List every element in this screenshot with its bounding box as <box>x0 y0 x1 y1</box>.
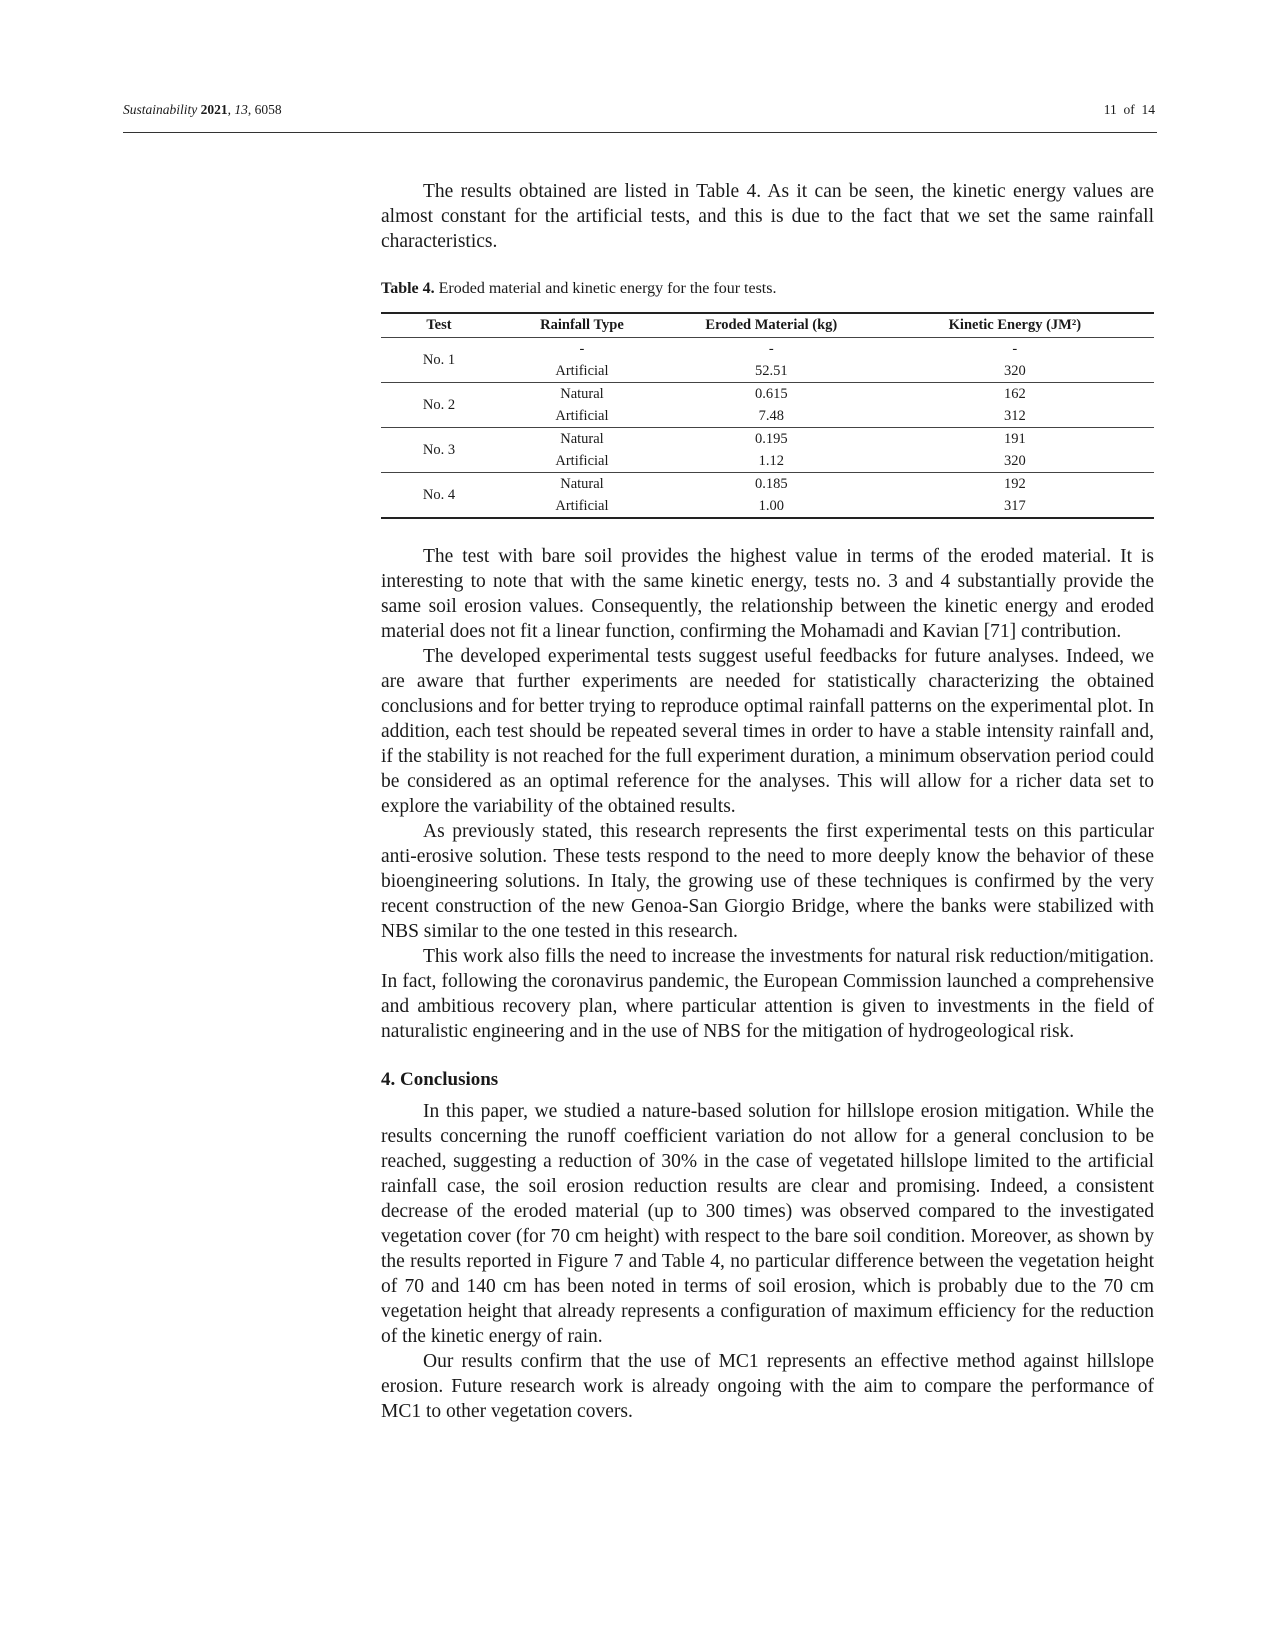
kinetic-energy-cell: 317 <box>876 495 1154 518</box>
table-row <box>381 473 1154 496</box>
table-row <box>381 338 1154 361</box>
eroded-material-cell: 0.195 <box>755 430 788 447</box>
table-caption <box>381 279 1154 299</box>
rainfall-type-cell: - <box>579 340 585 357</box>
column-header-test: Test <box>381 313 497 338</box>
table-row <box>381 450 1154 473</box>
conclusions-paragraph: In this paper, we studied a nature-based solution for hillslope erosion mitigation. While the results concerning the runoff coefficient variation do not allow for a general conclusion to be reached, suggesting a reduction of 30% in the case of vegetated hillslope limited to the artificial rainfall case, the soil erosion reduction results are clear and promising. Indeed, a consistent decrease of the eroded material (up to 300 times) was observed compared to the investigated vegetation cover (for 70 cm height) with respect to the bare soil condition. Moreover, as shown by the results reported in Figure 7 and Table 4, no particular difference between the vegetation height of 70 and 140 cm has been noted in terms of soil erosion, which is probably due to the 70 cm vegetation height that already represents a configuration of maximum efficiency for the reduction of the kinetic energy of rain. <box>381 1101 1154 1347</box>
kinetic-energy-cell: 320 <box>876 360 1154 383</box>
section-heading: 4. Conclusions <box>381 1069 499 1090</box>
eroded-material-cell: 1.12 <box>667 450 876 473</box>
discussion-paragraph: The developed experimental tests suggest useful feedbacks for future analyses. Indeed, we are aware that further experiments are needed for statistically characterizing the obtained conclusions and for better trying to reproduce optimal rainfall patterns on the experimental plot. In addition, each test should be repeated several times in order to have a stable intensity rainfall and, if the stability is not reached for the full experiment duration, a minimum observation period could be considered as an optimal reference for the analyses. This will allow for a richer data set to explore the variability of the obtained results. <box>381 646 1154 817</box>
column-header-kinetic-energy: Kinetic Energy (JM²) <box>876 313 1154 338</box>
total-pages: 14 <box>1141 102 1155 117</box>
table-row <box>381 405 1154 428</box>
rainfall-type-cell: Natural <box>560 475 604 492</box>
rainfall-type-cell: Artificial <box>497 360 667 383</box>
discussion-paragraph: As previously stated, this research represents the first experimental tests on this particular anti-erosive solution. These tests respond to the need to more deeply know the behavior of these bioengineering solutions. In Italy, the growing use of these techniques is confirmed by the very recent construction of the new Genoa-San Giorgio Bridge, where the banks were stabilized with NBS similar to the one tested in this research. <box>381 821 1154 942</box>
eroded-material-cell: 1.00 <box>667 495 876 518</box>
rainfall-type-cell: Natural <box>560 385 604 402</box>
kinetic-energy-cell: 192 <box>1003 475 1026 492</box>
journal-year: 2021 <box>200 102 228 117</box>
rainfall-type-cell: Artificial <box>497 495 667 518</box>
table-row <box>381 428 1154 451</box>
table-caption-text: Eroded material and kinetic energy for the four tests. <box>438 280 777 297</box>
rainfall-type-cell: Natural <box>560 430 604 447</box>
current-page: 11 <box>1103 102 1117 117</box>
discussion-paragraph: The test with bare soil provides the highest value in terms of the eroded material. It is interesting to note that with the same kinetic energy, tests no. 3 and 4 substantially provide the same soil erosion values. Consequently, the relationship between the kinetic energy and eroded material does not fit a linear function, confirming the Mohamadi and Kavian [71] contribution. <box>381 546 1154 642</box>
eroded-material-cell: - <box>768 340 774 357</box>
eroded-material-cell: 52.51 <box>667 360 876 383</box>
test-cell: No. 4 <box>381 473 497 519</box>
table-row <box>381 495 1154 518</box>
page-header <box>123 99 1157 133</box>
article-number: 6058 <box>254 102 282 117</box>
discussion-paragraph: This work also fills the need to increase the investments for natural risk reduction/mitigation. In fact, following the coronavirus pandemic, the European Commission launched a comprehensive and ambitious recovery plan, where particular attention is given to investments in the field of naturalistic engineering and in the use of NBS for the mitigation of hydrogeological risk. <box>381 946 1154 1042</box>
test-cell: No. 1 <box>381 338 497 383</box>
journal-volume: 13 <box>234 102 248 117</box>
test-cell: No. 3 <box>381 428 497 473</box>
results-table <box>381 312 1154 519</box>
journal-citation: Sustainability 2021, 13, 6058 <box>123 102 282 117</box>
eroded-material-cell: 0.185 <box>755 475 788 492</box>
page-number <box>1104 102 1155 118</box>
eroded-material-cell: 7.48 <box>667 405 876 428</box>
column-header-eroded-material: Eroded Material (kg) <box>667 313 876 338</box>
table-label: Table 4. <box>381 280 435 297</box>
kinetic-energy-cell: 312 <box>876 405 1154 428</box>
kinetic-energy-cell: 162 <box>1003 385 1026 402</box>
rainfall-type-cell: Artificial <box>497 450 667 473</box>
column-header-rainfall-type: Rainfall Type <box>497 313 667 338</box>
kinetic-energy-cell: 191 <box>1003 430 1026 447</box>
table-header-row <box>381 313 1154 338</box>
main-content <box>381 179 1154 1424</box>
table-row <box>381 360 1154 383</box>
table-row <box>381 383 1154 406</box>
kinetic-energy-cell: 320 <box>876 450 1154 473</box>
conclusions-paragraph: Our results confirm that the use of MC1 represents an effective method against hillslope erosion. Future research work is already ongoing with the aim to compare the performance of MC1 to other vegetation covers. <box>381 1351 1154 1422</box>
eroded-material-cell: 0.615 <box>755 385 788 402</box>
page-of: of <box>1123 102 1135 117</box>
rainfall-type-cell: Artificial <box>497 405 667 428</box>
journal-name: Sustainability <box>123 102 198 117</box>
test-cell: No. 2 <box>381 383 497 428</box>
kinetic-energy-cell: - <box>1012 340 1018 357</box>
intro-paragraph: The results obtained are listed in Table 4. As it can be seen, the kinetic energy values are almost constant for the artificial tests, and this is due to the fact that we set the same rainfall characteristics. <box>381 181 1154 252</box>
